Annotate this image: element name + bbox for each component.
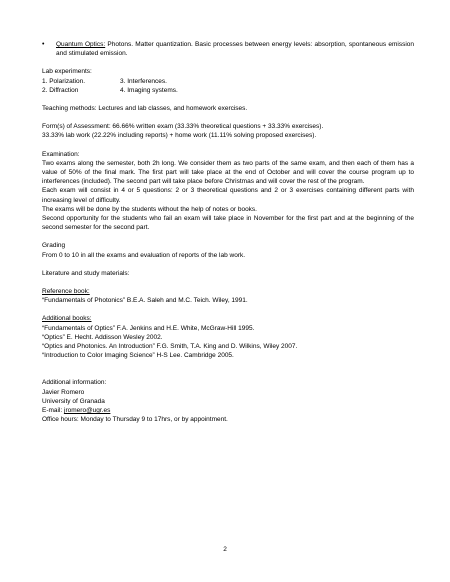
additional-info-heading: Additional information:: [42, 379, 107, 387]
contact-email-row: [42, 406, 414, 415]
lab-item: 4. Imaging systems.: [120, 86, 178, 94]
lab-row-1: [42, 77, 414, 86]
examination-paragraph: Each exam will consist in 4 or 5 questions: 2 or 3 theoretical questions and 2 or 3 exercises containing different parts with increasing level of difficulty.: [42, 187, 414, 204]
bullet-body: [56, 40, 414, 58]
assessment-line-2: 33.33% lab work (22.22% including reports) + home work (11.11% solving proposed exercises).: [42, 132, 317, 140]
lab-heading: Lab experiments:: [42, 68, 92, 76]
quantum-optics-bullet: [42, 40, 414, 58]
bullet-text: Photons. Matter quantization. Basic processes between energy levels: absorption, spontaneous emission and stimulated emission.: [56, 41, 414, 58]
email-label: E-mail:: [42, 407, 63, 415]
book-entry: “Optics and Photonics. An Introduction” F.G. Smith, T.A. King and D. Wilkins, Wiley 2007.: [42, 343, 298, 351]
email-link[interactable]: jromero@ugr.es: [64, 407, 111, 415]
lab-item: 2. Diffraction: [42, 86, 79, 94]
examination-paragraph: Second opportunity for the students who fail an exam will take place in November for the first part and at the beginning of the second semester for the second part.: [42, 215, 414, 232]
lab-item: 1. Polarization.: [42, 77, 85, 85]
examination-paragraph: Two exams along the semester, both 2h long. We consider them as two parts of the same exam, and then each of them has a value of 50% of the final mark. The first part will take place at the end of October and will cover the course program up to interferences (included). The second part will take place before Christmas and will cover the rest of the program.: [42, 159, 414, 186]
grading-heading: Grading: [42, 242, 66, 250]
reference-book: “Fundamentals of Photonics” B.E.A. Saleh and M.C. Teich. Wiley, 1991.: [42, 297, 248, 305]
book-entry: “Optics” E. Hecht. Addisson Wesley 2002.: [42, 333, 163, 341]
lab-item: 3. Interferences.: [120, 77, 167, 85]
document-page: [42, 40, 414, 425]
teaching-methods: Teaching methods: Lectures and lab classes, and homework exercises.: [42, 105, 248, 113]
bullet-title: Quantum Optics:: [56, 41, 106, 48]
bullet-icon: •: [42, 41, 45, 48]
assessment-line-1: Form(s) of Assessment: 66.66% written exam (33.33% theoretical questions + 33.33% exercises).: [42, 123, 324, 131]
examination-paragraph: The exams will be done by the students without the help of notes or books.: [42, 205, 257, 213]
page-number: 2: [223, 546, 227, 553]
additional-books-heading: Additional books:: [42, 315, 92, 323]
contact-university: University of Granada: [42, 397, 105, 405]
examination-heading: Examination:: [42, 150, 80, 158]
literature-heading: Literature and study materials:: [42, 269, 130, 277]
office-hours: Office hours: Monday to Thursday 9 to 17hrs, or by appointment.: [42, 416, 228, 424]
reference-book-heading: Reference book:: [42, 288, 90, 296]
lab-row-2: [42, 86, 414, 95]
grading-text: From 0 to 10 in all the exams and evaluation of reports of the lab work.: [42, 251, 246, 259]
book-entry: “Introduction to Color Imaging Science” H-S Lee. Cambridge 2005.: [42, 352, 234, 360]
book-entry: “Fundamentals of Optics” F.A. Jenkins and H.E. White, McGraw-Hill 1995.: [42, 324, 255, 332]
contact-name: Javier Romero: [42, 388, 85, 396]
